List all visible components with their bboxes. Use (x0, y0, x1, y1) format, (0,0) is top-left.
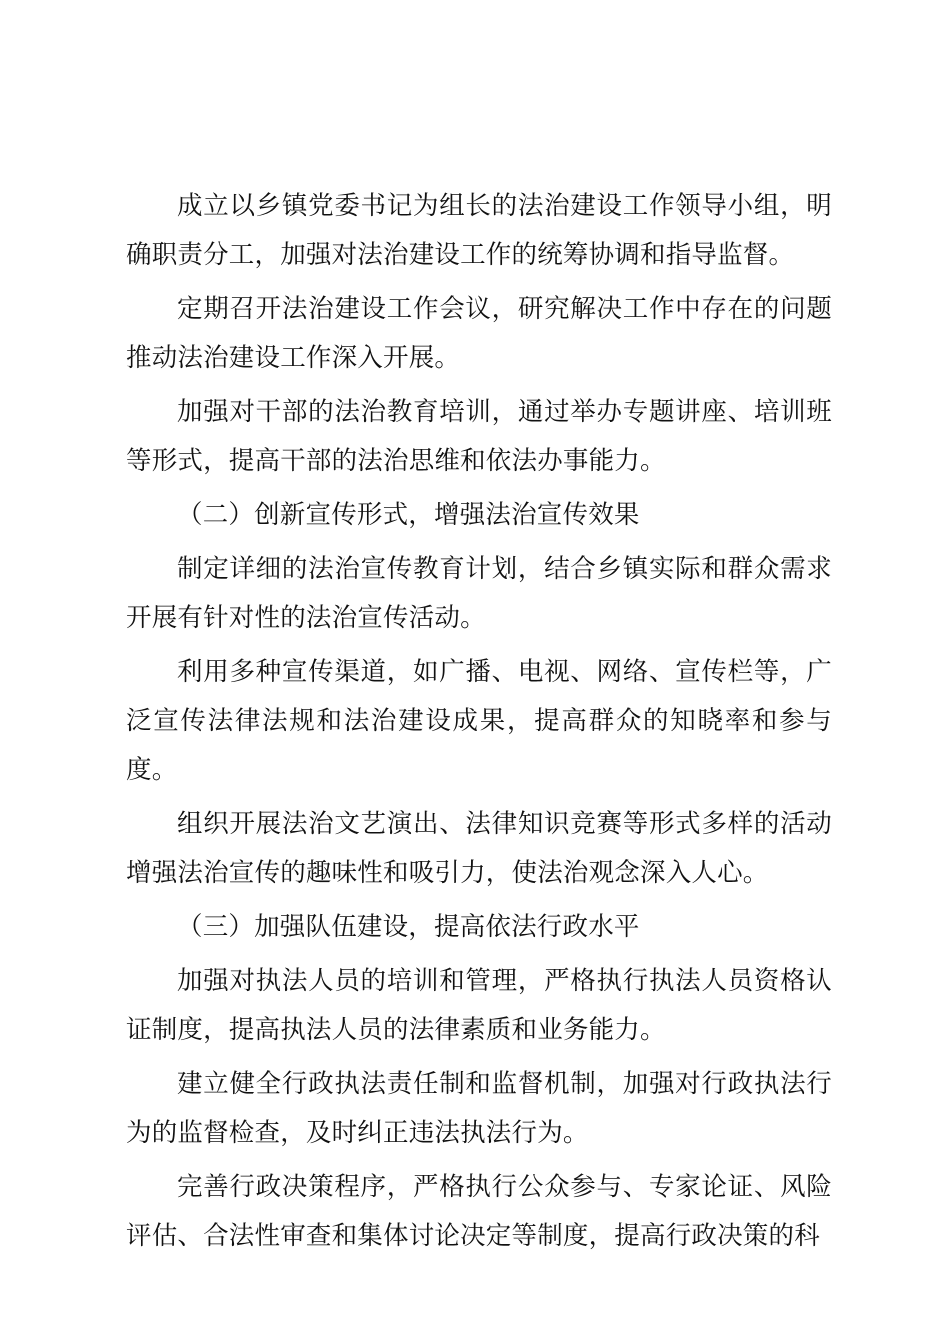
paragraph: 加强对干部的法治教育培训，通过举办专题讲座、培训班等形式，提高干部的法治思维和依法办事能力。 (126, 397, 832, 476)
paragraph: 加强对执法人员的培训和管理，严格执行执法人员资格认证制度，提高执法人员的法律素质和业务能力。 (126, 966, 832, 1045)
paragraph: 建立健全行政执法责任制和监督机制，加强对行政执法行为的监督检查，及时纠正违法执法行为。 (126, 1069, 832, 1148)
document-body (126, 182, 832, 1266)
paragraph: 利用多种宣传渠道，如广播、电视、网络、宣传栏等，广泛宣传法律法规和法治建设成果，提高群众的知晓率和参与度。 (126, 657, 832, 785)
paragraph: 成立以乡镇党委书记为组长的法治建设工作领导小组，明确职责分工，加强对法治建设工作的统筹协调和指导监督。 (126, 191, 832, 270)
paragraph: 定期召开法治建设工作会议，研究解决工作中存在的问题推动法治建设工作深入开展。 (126, 294, 832, 373)
section-heading: （二）创新宣传形式，增强法治宣传效果 (177, 500, 640, 530)
paragraph: 制定详细的法治宣传教育计划，结合乡镇实际和群众需求开展有针对性的法治宣传活动。 (126, 554, 832, 633)
section-heading: （三）加强队伍建设，提高依法行政水平 (177, 912, 640, 942)
paragraph: 组织开展法治文艺演出、法律知识竞赛等形式多样的活动增强法治宣传的趣味性和吸引力，使法治观念深入人心。 (126, 809, 832, 888)
paragraph: 完善行政决策程序，严格执行公众参与、专家论证、风险评估、合法性审查和集体讨论决定等制度，提高行政决策的科 (126, 1172, 832, 1251)
